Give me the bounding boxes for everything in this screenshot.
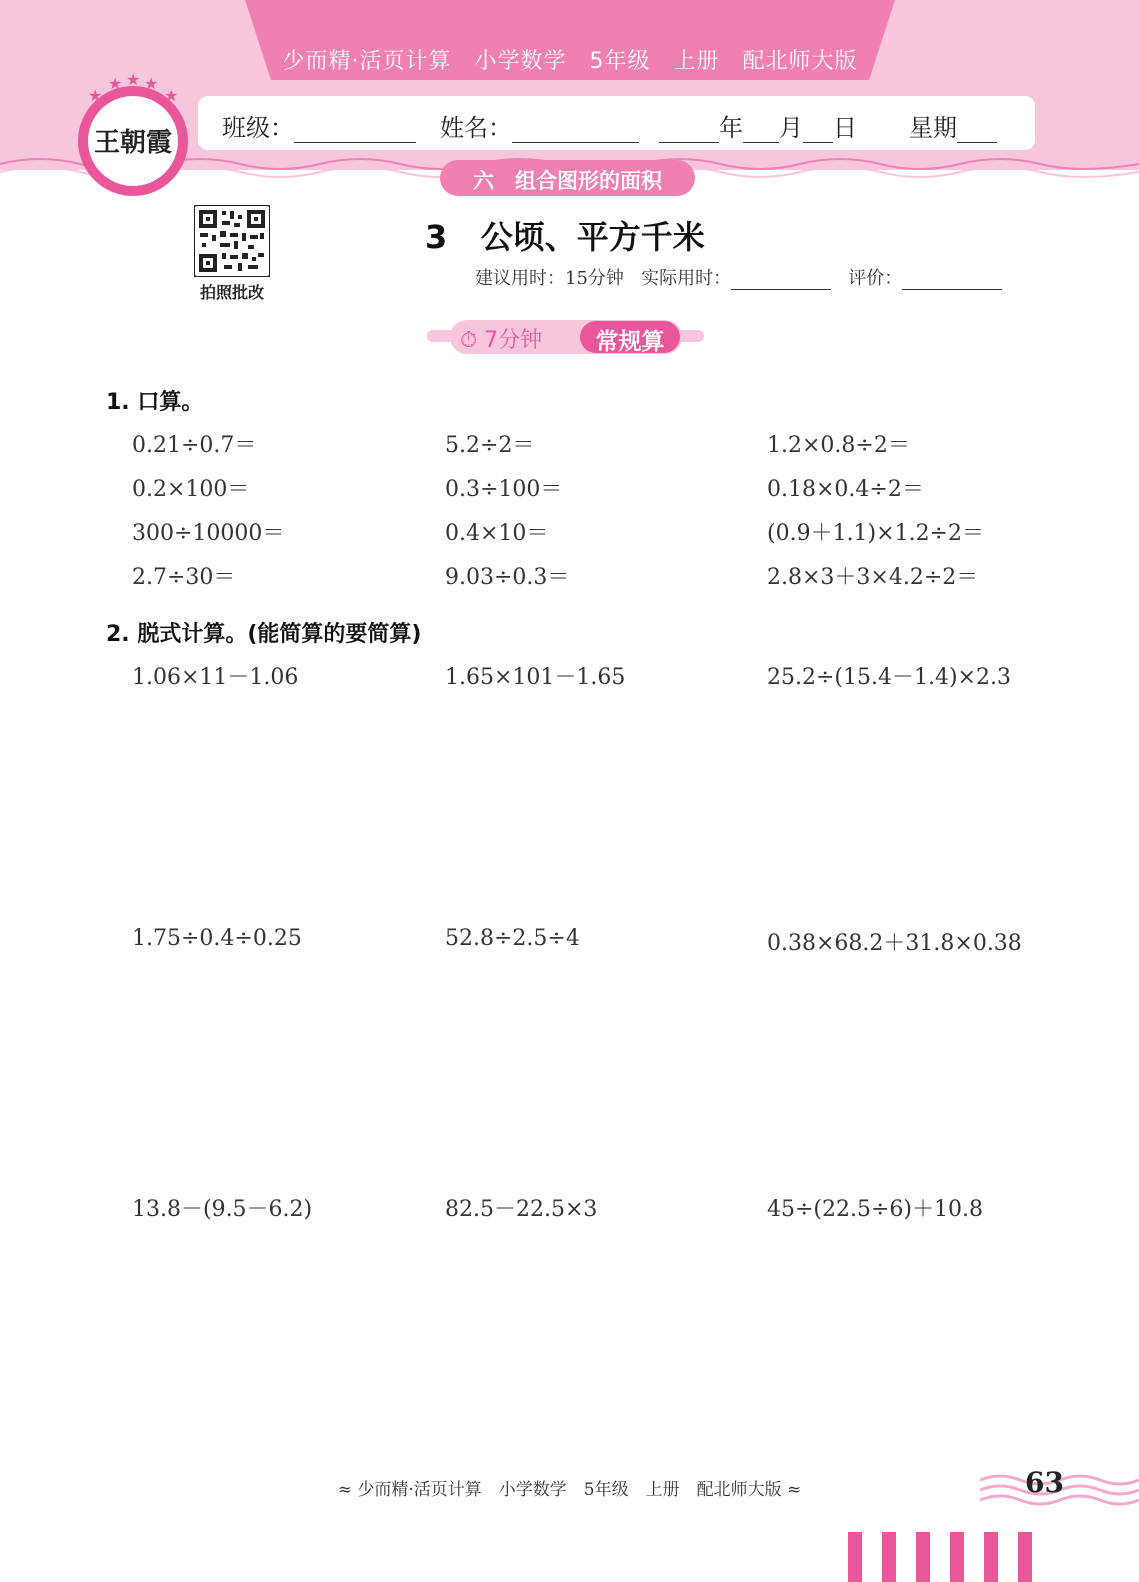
star-icon: ★ xyxy=(126,70,141,89)
oral-calc-item: 2.7÷30＝ xyxy=(132,565,236,590)
question-2-title: 2. 脱式计算。(能简算的要简算) xyxy=(106,622,422,647)
edge-bar xyxy=(950,1532,964,1582)
name-field[interactable] xyxy=(440,108,639,143)
class-blank[interactable] xyxy=(294,120,416,143)
section-title: 六 组合图形的面积 xyxy=(473,169,662,193)
month-label: 月 xyxy=(779,114,803,142)
logo-text: 王朝霞 xyxy=(93,128,172,158)
step-calc-item: 13.8－(9.5－6.2) xyxy=(132,1197,313,1222)
edge-bar xyxy=(1018,1532,1032,1582)
series-banner-text: 少而精·活页计算 小学数学 5年级 上册 配北师大版 xyxy=(282,49,858,74)
question-1-title: 1. 口算。 xyxy=(106,390,204,415)
oral-calc-item: 5.2÷2＝ xyxy=(445,433,535,458)
actual-time-label: 实际用时： xyxy=(641,268,732,289)
step-calc-item: 0.38×68.2＋31.8×0.38 xyxy=(767,931,1022,956)
step-calc-item: 45÷(22.5÷6)＋10.8 xyxy=(767,1197,983,1222)
oral-calc-item: 0.21÷0.7＝ xyxy=(132,433,257,458)
weekday-blank[interactable] xyxy=(957,120,997,143)
step-calc-item: 1.06×11－1.06 xyxy=(132,665,299,690)
oral-calc-item: 9.03÷0.3＝ xyxy=(445,565,570,590)
edge-bar xyxy=(882,1532,896,1582)
footer-text: ≈ 少而精·活页计算 小学数学 5年级 上册 配北师大版 ≈ xyxy=(337,1480,802,1500)
step-calc-item: 1.75÷0.4÷0.25 xyxy=(132,926,302,951)
oral-calc-item: 0.18×0.4÷2＝ xyxy=(767,477,924,502)
edge-bar xyxy=(848,1532,862,1582)
lesson-title xyxy=(425,212,705,258)
timer-time: 7分钟 xyxy=(484,328,543,353)
lesson-name: 公顷、平方千米 xyxy=(480,218,705,256)
weekday-label: 星期 xyxy=(909,114,957,142)
star-icon: ★ xyxy=(164,86,179,105)
year-blank[interactable] xyxy=(659,120,719,143)
lesson-number: 3 xyxy=(425,218,448,256)
time-info xyxy=(475,264,1002,290)
year-label: 年 xyxy=(719,114,743,142)
qr-code-icon[interactable] xyxy=(194,205,270,277)
timer xyxy=(460,323,542,354)
oral-calc-item: 2.8×3＋3×4.2÷2＝ xyxy=(767,565,979,590)
edge-bar xyxy=(916,1532,930,1582)
name-label: 姓名： xyxy=(440,114,512,142)
page-number: 63 xyxy=(1025,1466,1064,1499)
evaluation-label: 评价： xyxy=(848,268,903,289)
oral-calc-item: 0.4×10＝ xyxy=(445,521,549,546)
oral-calc-item: 0.2×100＝ xyxy=(132,477,250,502)
step-calc-item: 52.8÷2.5÷4 xyxy=(445,926,580,951)
edge-bar xyxy=(984,1532,998,1582)
step-calc-item: 82.5－22.5×3 xyxy=(445,1197,598,1222)
step-calc-item: 25.2÷(15.4－1.4)×2.3 xyxy=(767,665,1011,690)
month-blank[interactable] xyxy=(743,120,779,143)
qr-label: 拍照批改 xyxy=(199,283,264,302)
star-icon: ★ xyxy=(88,86,103,105)
oral-calc-item: 300÷10000＝ xyxy=(132,521,285,546)
oral-calc-item: 1.2×0.8÷2＝ xyxy=(767,433,910,458)
date-field[interactable] xyxy=(659,108,857,143)
star-icon: ★ xyxy=(108,74,123,93)
day-blank[interactable] xyxy=(803,120,833,143)
oral-calc-item: 0.3÷100＝ xyxy=(445,477,563,502)
evaluation-blank[interactable] xyxy=(902,271,1002,290)
day-label: 日 xyxy=(833,114,857,142)
star-icon: ★ xyxy=(144,74,159,93)
actual-time-blank[interactable] xyxy=(731,271,831,290)
name-blank[interactable] xyxy=(512,120,639,143)
class-field[interactable] xyxy=(222,108,416,143)
suggested-time: 建议用时：15分钟 xyxy=(475,268,624,289)
step-calc-item: 1.65×101－1.65 xyxy=(445,665,626,690)
timer-tag-text: 常规算 xyxy=(595,329,665,355)
stopwatch-icon: ⏱ xyxy=(460,328,478,353)
weekday-field[interactable] xyxy=(909,108,997,143)
class-label: 班级： xyxy=(222,114,294,142)
oral-calc-item: (0.9＋1.1)×1.2÷2＝ xyxy=(767,521,984,546)
